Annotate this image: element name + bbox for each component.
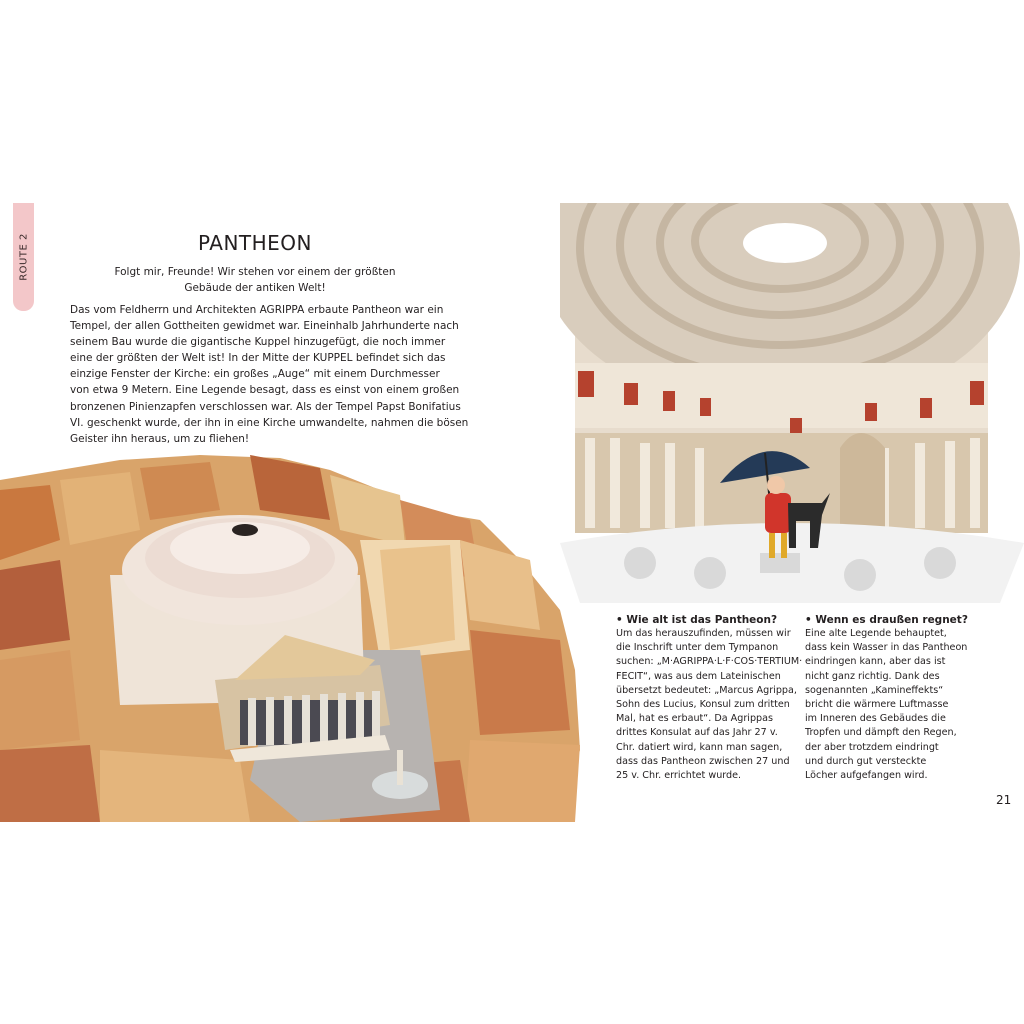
- info-line: 25 v. Chr. errichtet wurde.: [616, 770, 742, 782]
- pantheon-interior-illustration: [560, 203, 1024, 608]
- body-line: VI. geschenkt wurde, der ihn in eine Kirche umwandelte, nahmen die bösen: [70, 416, 469, 429]
- info-line: Löcher aufgefangen wird.: [805, 770, 928, 782]
- route-label: ROUTE 2: [18, 233, 29, 281]
- info-line: Tropfen und dämpft den Regen,: [805, 727, 957, 739]
- info-line: die Inschrift unter dem Tympanon: [616, 642, 779, 654]
- info-box-rain: [805, 613, 968, 783]
- subtitle: [70, 264, 440, 296]
- info-box-age: [616, 613, 803, 783]
- page-number: 21: [996, 793, 1012, 807]
- info-line: der aber trotzdem eindringt: [805, 741, 939, 753]
- info-line: bricht die wärmere Luftmasse: [805, 699, 949, 711]
- intro-paragraph: [70, 302, 469, 447]
- route-tab: [13, 203, 34, 311]
- info-line: dass kein Wasser in das Pantheon: [805, 642, 968, 654]
- info-line: Sohn des Lucius, Konsul zum dritten: [616, 699, 790, 711]
- info-line: FECIT“, was aus dem Lateinischen: [616, 670, 781, 682]
- info-line: sogenannten „Kamineffekts“: [805, 684, 944, 696]
- subtitle-line: Folgt mir, Freunde! Wir stehen vor einem der größten: [114, 266, 396, 278]
- info-line: und durch gut versteckte: [805, 755, 927, 767]
- pantheon-exterior-illustration: [0, 450, 590, 822]
- info-line: im Inneren des Gebäudes die: [805, 713, 946, 725]
- info-line: Chr. datiert wird, kann man sagen,: [616, 741, 783, 753]
- info-heading: • Wie alt ist das Pantheon?: [616, 614, 778, 626]
- body-line: einzige Fenster der Kirche: ein großes „Auge“ mit einem Durchmesser: [70, 368, 440, 381]
- subtitle-line: Gebäude der antiken Welt!: [184, 282, 326, 294]
- body-line: Tempel, der allen Gottheiten gewidmet war. Eineinhalb Jahrhunderte nach: [70, 320, 459, 333]
- info-line: eindringen kann, aber das ist: [805, 656, 946, 668]
- body-line: eine der größten der Welt ist! In der Mitte der KUPPEL befindet sich das: [70, 352, 446, 365]
- body-line: von etwa 9 Metern. Eine Legende besagt, dass es einst von einem großen: [70, 384, 460, 397]
- info-line: Mal, hat es erbaut“. Da Agrippas: [616, 713, 774, 725]
- body-line: Geister ihn heraus, um zu fliehen!: [70, 432, 250, 445]
- body-line: seinem Bau wurde die gigantische Kuppel hinzugefügt, die noch immer: [70, 336, 446, 349]
- info-line: Um das herauszufinden, müssen wir: [616, 628, 791, 639]
- info-line: suchen: „M·AGRIPPA·L·F·COS·TERTIUM·: [616, 656, 803, 668]
- info-line: nicht ganz richtig. Dank des: [805, 670, 940, 682]
- body-line: Das vom Feldherrn und Architekten AGRIPPA erbaute Pantheon war ein: [70, 304, 444, 316]
- info-line: Eine alte Legende behauptet,: [805, 628, 947, 639]
- page-title: PANTHEON: [197, 231, 313, 255]
- body-line: bronzenen Pinienzapfen verschlossen war. Als der Tempel Papst Bonifatius: [70, 400, 461, 413]
- info-line: übersetzt bedeutet: „Marcus Agrippa,: [616, 684, 797, 696]
- info-line: dass das Pantheon zwischen 27 und: [616, 755, 790, 767]
- info-heading: • Wenn es draußen regnet?: [805, 614, 968, 626]
- info-line: drittes Konsulat auf das Jahr 27 v.: [616, 727, 778, 739]
